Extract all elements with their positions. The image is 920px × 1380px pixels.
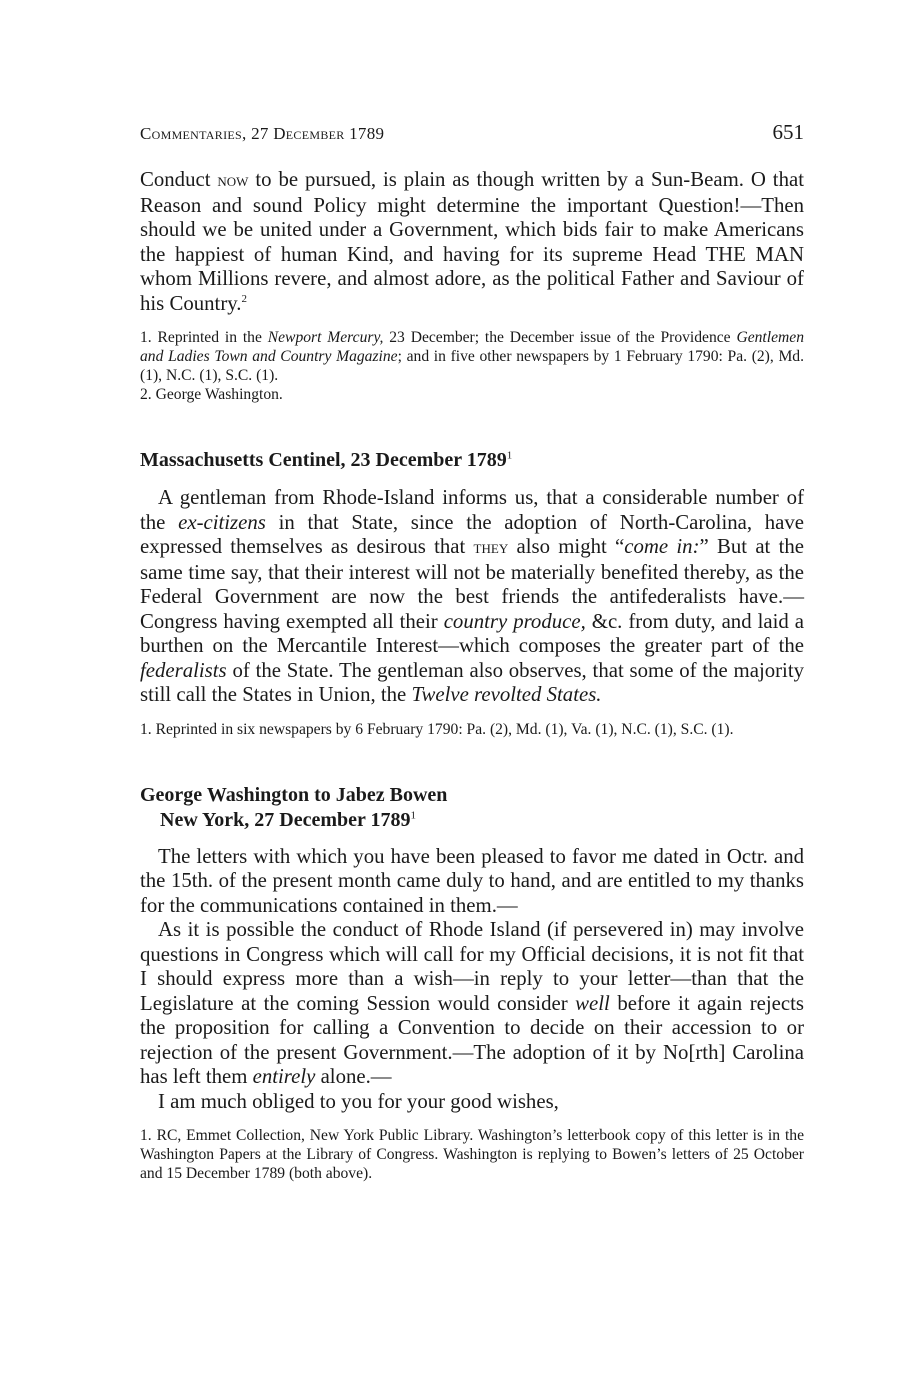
text-run: ” But at the same time say, that their interest will not be materially benefited thereby, as the Federal Government are now the best friends the antifederalists have.—Congress having exempted all their <box>140 535 804 633</box>
italic-text: well <box>575 991 610 1015</box>
footnote-reference: 1 <box>410 808 416 821</box>
intro-footnotes <box>140 328 804 404</box>
text-run: 1. Reprinted in the <box>140 329 268 346</box>
heading-text: New York, 27 December 1789 <box>160 808 411 831</box>
text-run: before it again rejects the proposition for calling a Convention to decide on their accession to or rejection of the present Government.—The adoption of it by No[rth] Carolina has left them <box>140 991 804 1088</box>
italic-text: Twelve revolted States. <box>411 683 602 706</box>
section-heading <box>140 448 804 473</box>
text-run: A gentleman from Rhode-Island informs us, that a considerable number of the <box>140 486 804 534</box>
text-run: As it is possible the conduct of Rhode Island (if persevered in) may involve questions in Congress which will call for my Official decisions, it is not fit that I should express more than a wish—in reply to your letter—than that the Legislature at the coming Session would consider <box>140 918 804 1015</box>
letter-heading-line-1: George Washington to Jabez Bowen <box>140 783 448 806</box>
italic-text: Newport Mercury, <box>267 329 384 346</box>
italic-text: entirely <box>252 1065 316 1088</box>
letter-paragraph-3: I am much obliged to you for your good wishes, <box>158 1089 559 1113</box>
letter-paragraph-2 <box>140 918 804 1090</box>
italic-text: come in: <box>624 535 700 558</box>
centinel-section <box>140 448 804 739</box>
small-caps-text: they <box>473 537 509 558</box>
text-run: ; and in five other newspapers by 1 February 1790: Pa. (2), Md. (1), N.C. (1), S.C. (1). <box>140 348 805 384</box>
page-number: 651 <box>772 120 804 144</box>
letter-heading-line-2 <box>140 808 804 833</box>
footnote-1: 1. Reprinted in six newspapers by 6 February 1790: Pa. (2), Md. (1), Va. (1), N.C. (1), S.C. (1). <box>140 720 734 738</box>
footnote-1 <box>140 328 804 385</box>
text-run: also might “ <box>508 535 625 558</box>
italic-text: country produce, <box>443 609 586 633</box>
italic-text: Gentlemen and Ladies Town and Country Magazine <box>140 329 804 365</box>
footnote-reference: 1 <box>506 449 513 462</box>
document-page <box>140 120 804 1183</box>
running-head <box>140 120 804 148</box>
running-head-title: Commentaries, 27 December 1789 <box>140 124 385 143</box>
intro-paragraph <box>140 168 804 316</box>
italic-text: ex-citizens <box>178 510 266 534</box>
letter-paragraph-1: The letters with which you have been pleased to favor me dated in Octr. and the 15th. of the present month came duly to hand, and are entitled to my thanks for the communications contained in them.— <box>140 844 804 917</box>
heading-text: Massachusetts Centinel, 23 December 1789 <box>140 449 507 471</box>
letter-section <box>140 783 804 1184</box>
text-run: &c. from duty, and laid a burthen on the Mercantile Interest—which composes the greater part of the <box>140 609 804 657</box>
text-run: alone.— <box>315 1065 392 1088</box>
italic-text: federalists <box>140 658 227 682</box>
text-run: to be pursued, is plain as though written by a Sun-Beam. O that Reason and sound Policy might determine the important Question!—Then should we be united under a Government, which bids fair to make Americans the happiest of human Kind, and having for its supreme Head THE MAN whom Millions revere, and almost adore, as the political Father and Saviour of his Country. <box>140 168 804 315</box>
text-run: of the State. The gentleman also observes, that some of the majority still call the States in Union, the <box>140 658 804 706</box>
text-run: in that State, since the adoption of North-Carolina, have expressed themselves as desirous that <box>140 510 804 558</box>
footnote-reference: 2 <box>241 292 247 305</box>
footnote-1: 1. RC, Emmet Collection, New York Public Library. Washington’s letterbook copy of this letter is in the Washington Papers at the Library of Congress. Washington is replying to Bowen’s letters of 25 October and 15 December 1789 (both above). <box>140 1127 804 1182</box>
text-run: 23 December; the December issue of the Providence <box>383 329 737 346</box>
letter-footnotes <box>140 1126 804 1183</box>
centinel-footnotes <box>140 720 804 739</box>
centinel-paragraph <box>140 486 804 708</box>
footnote-2: 2. George Washington. <box>140 386 283 403</box>
small-caps-text: now <box>217 170 249 191</box>
text-run: Conduct <box>140 168 218 191</box>
